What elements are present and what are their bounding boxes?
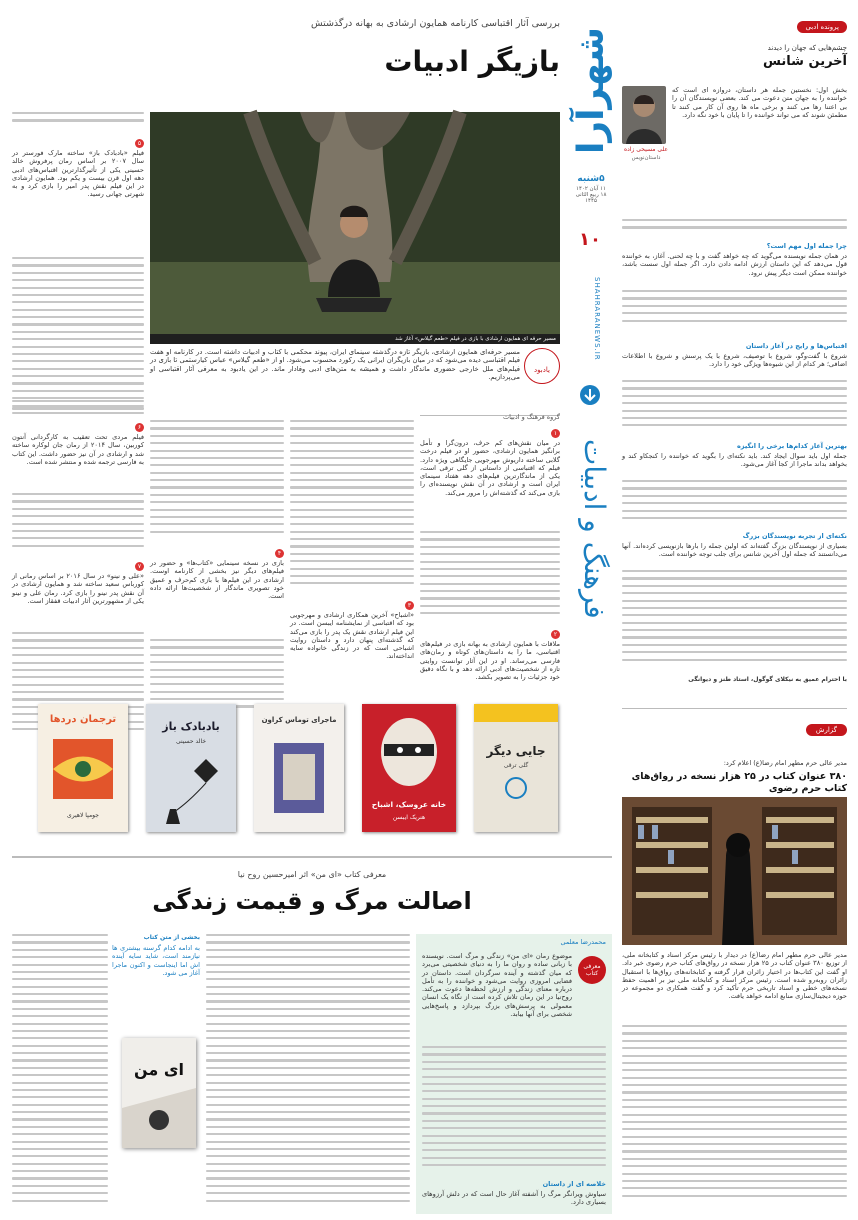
book-cover xyxy=(38,704,128,832)
author-label: گروه فرهنگ و ادبیات xyxy=(502,413,560,421)
section-name: فرهنگ و ادبیات xyxy=(578,439,611,619)
review-title: اصالت مرگ و قیمت زندگی xyxy=(152,887,472,915)
section-number: ۳ xyxy=(405,601,414,610)
book-cover xyxy=(474,704,558,832)
book-title: ماجرای توماس کراون xyxy=(261,716,337,724)
review-lines xyxy=(422,1046,606,1176)
report-photo xyxy=(622,797,847,945)
subhead-text: در همان جمله نویسنده می‌گوید که چه خواهد گفت و با چه لحنی. آغاز، به خواننده قول می‌دهد که این داستان ارزش ادامه دادن دارد. اگر جمله اول سست باشد، خواننده ممکن است دیگر پیش نرود. xyxy=(619,252,847,277)
logo: شهرآرا xyxy=(571,27,612,155)
sidebar-article xyxy=(619,14,848,694)
summary-text: سیاوش ویرانگر مرگ را آشفته آغاز حال است که در دلش آرزوهای بسیاری دارد. xyxy=(419,1190,606,1207)
section-5 xyxy=(9,130,144,257)
main-lead: مسیر حرفه‌ای همایون ارشادی، بازیگر تازه درگذشته سینمای ایران، پیوند محکمی با کتاب و ادبیات داشته است. در کارنامه او هفت فیلم اقتباسی دیده می‌شود که در میان بازیگران ایرانی یک رکورد محسوب می‌شود. او از «طعم گیلاس» عباس کیارستمی تا بازی در فیلم‌های ملل خارجی حضوری ماندگار داشت و همیشه به متن‌های ادبی وفادار ماند. در این یادبود به معرفی آثار اقتباسی او می‌پردازیم. xyxy=(147,348,521,381)
date-box xyxy=(569,174,613,224)
review-label-text: معرفی کتاب xyxy=(583,963,601,977)
column-lines xyxy=(12,257,144,422)
tag-label: پرونده ادبی xyxy=(797,21,847,33)
review-book-cover xyxy=(122,1038,196,1148)
column-lines xyxy=(12,400,144,414)
column-lines xyxy=(12,493,144,553)
subhead-title: چرا جمله اول مهم است؟ xyxy=(766,242,847,250)
book-title: جایی دیگر xyxy=(486,744,546,758)
book-author: گلی ترقی xyxy=(503,762,529,769)
sidebar-subhead-4 xyxy=(619,532,848,672)
sidebar-subhead-1 xyxy=(619,242,847,342)
article-author xyxy=(420,404,560,421)
author-role: داستان‌نویس xyxy=(631,155,661,161)
book-cover xyxy=(362,704,456,832)
report-tag-label: گزارش xyxy=(806,724,847,736)
main-left-column xyxy=(9,112,144,412)
section-text: در میان نقش‌های کم حرف، درون‌گرا و تأمل برانگیز همایون ارشادی، حضور او در فیلم درخت گلابی ساخته داریوش مهرجویی جایگاهی ویژه دارد. فیلم که اقتباسی از داستانی از گلی ترقی است، یکی از ماندگارترین فیلم‌های دهه هفتاد سینمای ایران است و ارشادی در آن نقش نویسنده‌ای را بازی می‌کند که گذشته‌اش را مرور می‌کند. xyxy=(417,439,560,497)
column-lines xyxy=(420,531,560,621)
subhead-text: جمله اول باید سوال ایجاد کند. باید نکته‌ای را بگوید که خواننده را کنجکاو کند و بخواهد بداند ماجرا از کجا آغاز می‌شود. xyxy=(619,452,847,469)
section-4 xyxy=(147,540,284,639)
sidebar-intro: بخش اول: نخستین جمله هر داستان، دروازه ای است که خواننده را به جهان متن دعوت می کند. بعضی نویسندگان آن را بی اعتنا رها می کنند و برخی ماه ها روی آن کار می کنند تا مطمئن شوند که می تواند خواننده را تا پایان با خود نگه دارد. xyxy=(669,86,847,119)
report-text-lines xyxy=(622,1025,847,1203)
main-title: بازیگر ادبیات xyxy=(384,45,560,78)
tag-badge xyxy=(742,14,847,31)
weekday: ۵شنبه xyxy=(577,174,605,184)
photo-caption: مسیر حرفه ای همایون ارشادی با بازی در فیلم «طعم گیلاس» آغاز شد xyxy=(150,334,560,344)
section-number: ۲ xyxy=(551,630,560,639)
section-3 xyxy=(287,592,415,721)
book-covers xyxy=(12,704,560,844)
report-tag xyxy=(806,717,847,736)
book-author: خالد حسینی xyxy=(175,738,207,745)
section-text: بازی در نسخه سینمایی «کتاب‌ها» و حضور در فیلم‌های دیگر نیز بخشی از کارنامه اوست. ارشادی در این فیلم‌ها با بازی کم‌حرف و عمیق خود تصویری ماندگار از شخصیت‌ها ارائه داده است. xyxy=(147,559,284,601)
subhead-lines xyxy=(622,290,847,332)
sidebar-subhead-2 xyxy=(619,342,847,442)
masthead xyxy=(567,14,617,654)
subhead-text: شروع با گفت‌وگو، شروع با توصیف، شروع با یک پرسش و شروع با اطلاعات اضافی؛ هر کدام از این شیوه‌ها ویژگی خود را دارد. xyxy=(619,352,847,369)
column-lines xyxy=(12,112,144,130)
review-author: محمدرضا معلمی xyxy=(560,938,606,946)
sidebar-title: آخرین شانس xyxy=(763,54,847,69)
book-author: هنریک ایبسن xyxy=(392,814,426,821)
small-title: چشم‌هایی که جهان را دیدند xyxy=(767,44,847,52)
main-col-2 xyxy=(287,420,415,720)
main-col-3 xyxy=(147,420,284,720)
review-book-title: ای من xyxy=(133,1060,185,1079)
sidebar-footer-note: با احترام عمیق به نیکلای گوگول، استاد طنز و دیوانگی xyxy=(688,676,847,683)
section-1 xyxy=(417,420,560,531)
section-number: ۶ xyxy=(135,423,144,432)
subhead-title: نکته‌ای از تجربه نویسندگان بزرگ xyxy=(742,532,847,540)
book-cover xyxy=(254,704,344,832)
report-text: مدیر عالی حرم مطهر امام رضا(ع) در دیدار با رئیس مرکز اسناد و کتابخانه ملی، از توزیع ۳۸۰ عنوان کتاب در ۲۵ هزار نسخه در رواق‌های کتاب حرم رضوی خبر داد. او گفت این کتاب‌ها در اختیار زائران قرار گرفته و کتابخانه‌های رواق‌ها با استقبال زائران روبه‌رو شده است. رئیس مرکز اسناد و کتابخانه ملی نیز بر اهمیت حفظ نسخه‌های خطی و اسناد تاریخی حرم تأکید کرد و گفت همکاری دو مجموعه در حوزه دیجیتال‌سازی منابع ادامه خواهد یافت. xyxy=(619,951,848,1001)
subhead-lines xyxy=(622,570,847,670)
yaddasht-text: یادبود xyxy=(534,366,550,374)
arrow-down-icon xyxy=(579,384,601,406)
section-number: ۴ xyxy=(275,549,284,558)
book-author: جومپا لاهیری xyxy=(67,812,99,819)
report-kicker: مدیر عالی حرم مطهر امام رضا(ع) اعلام کرد: xyxy=(723,759,847,767)
main-left-column-2 xyxy=(9,400,145,720)
date-line-1: ۱۱ آبان ۱۴۰۲ xyxy=(575,186,607,192)
subhead-title: اقتباس‌ها و رایج در آغاز داستان xyxy=(745,342,847,350)
section-number: ۷ xyxy=(135,562,144,571)
section-text: «علی و نینو» در سال ۲۰۱۶ بر اساس رمانی از کورباس سعید ساخته شد و همایون ارشادی در آن نقش پدر نینو را بازی کرد. رمان علی و نینو یکی از مشهورترین آثار ادبیات قفقاز است. xyxy=(9,572,144,605)
summary-title: خلاصه ای از داستان xyxy=(542,1180,606,1188)
column-lines xyxy=(290,420,414,592)
main-col-1 xyxy=(417,420,561,720)
review-box xyxy=(12,856,612,1212)
section-7 xyxy=(9,553,144,632)
author-name: علی مسیحی زاده xyxy=(623,146,668,153)
book-cover xyxy=(146,704,236,832)
date-line-2: ۱۸ ربیع الثانی ۱۴۴۵ xyxy=(575,192,607,204)
quote-title: بخشی از متن کتاب xyxy=(143,934,200,941)
author-photo xyxy=(622,86,666,144)
review-left-column xyxy=(12,934,108,1210)
sidebar-intro-lines xyxy=(622,219,847,237)
sidebar-subhead-3 xyxy=(619,442,847,532)
section-text: فیلم «بادبادک باز» ساخته مارک فورستر در سال ۲۰۰۷ بر اساس رمان پرفروش خالد حسینی یکی از تأثیرگذارترین اقتباس‌های ادبی دهه اول قرن بیست و یکم بود. همایون ارشادی در این فیلم نقش پدر امیر را بازی کرد و به شهرتی جهانی رسید. xyxy=(9,149,144,199)
review-middle-column xyxy=(206,934,410,1210)
review-quote-box xyxy=(109,934,200,1210)
section-text: فیلم مردی تحت تعقیب به کارگردانی آنتون کوربین، سال ۲۰۱۴ از رمان جان لوکاره ساخته شد و ارشادی در آن نیز حضور داشت. این کتاب به فارسی ترجمه شده و منتشر شده است. xyxy=(9,433,145,466)
subhead-lines xyxy=(622,480,847,530)
book-accent xyxy=(474,704,558,722)
review-label xyxy=(578,956,606,984)
section-2 xyxy=(417,621,561,710)
pull-quote: به ادامه کدام گرسنه بیشتری ها نیازمند است، شاید سایه آینده اش اما اینجاست و اکنون ماجرا آغاز می شود. xyxy=(109,944,200,977)
section-number: ۱ xyxy=(551,429,560,438)
main-photo xyxy=(150,112,560,334)
report-title: ۳۸۰ عنوان کتاب در ۲۵ هزار نسخه در رواق‌های کتاب حرم رضوی xyxy=(631,771,847,794)
section-number: ۵ xyxy=(135,139,144,148)
review-kicker: معرفی کتاب «ای من» اثر امیرحسین روح نیا xyxy=(237,870,387,879)
subhead-title: بهترین آغاز کدام‌ها برخی را انگیزه xyxy=(736,442,847,450)
book-title: بادبادک باز xyxy=(162,720,220,733)
subhead-lines xyxy=(622,380,847,436)
page-number: ۱۰ xyxy=(579,229,601,250)
section-text: «اشباح» آخرین همکاری ارشادی و مهرجویی بود که اقتباسی از نمایشنامه ایبسن است. در این فیلم ارشادی نقش یک پدر را بازی می‌کند که گذشته‌ای پنهان دارد و داستان روایت اشباحی است که در زندگی خانواده سایه انداخته‌اند. xyxy=(287,611,415,661)
section-text: ملاقات با همایون ارشادی به بهانه بازی در فیلم‌های اقتباسی، ما را به داستان‌های کوتاه و رمان‌های فارسی می‌رساند. او در این آثار توانست روایتی تازه از شخصیت‌های ادبی ارائه دهد و با نگاه دقیق خود جزئیات را به تصویر بکشد. xyxy=(417,640,561,682)
main-kicker: بررسی آثار اقتباسی کارنامه همایون ارشادی به بهانه درگذشتش xyxy=(310,18,560,29)
review-right-column xyxy=(416,934,612,1214)
book-title: خانه عروسک، اشباح xyxy=(371,800,447,809)
subhead-text: بسیاری از نویسندگان بزرگ گفته‌اند که اولین جمله را بارها بازنویسی کرده‌اند. آنها می‌دانستند که جمله اول آخرین شانس برای جلب توجه خواننده است. xyxy=(619,542,848,559)
section-6 xyxy=(9,414,145,493)
column-lines xyxy=(150,420,284,540)
review-text: موضوع رمان «ای من» زندگی و مرگ است. نویسنده با زبانی ساده و روان ما را به دنیای شخصیتی می‌برد که میان گذشته و آینده سرگردان است. داستان در فضایی امروزی روایت می‌شود و خواننده را به تأمل درباره معنای زندگی و ارزش لحظه‌ها دعوت می‌کند. روح‌نیا در این رمان تلاش کرده است از نگاه یک انسان معمولی به پرسش‌های بزرگ بپردازد و پاسخ‌هایی شخصی برای آنها بیابد. xyxy=(419,952,573,1019)
website[interactable]: SHAHRARANEWS.IR xyxy=(593,277,601,361)
book-title: ترجمان دردها xyxy=(49,714,117,725)
yaddasht-label xyxy=(524,348,560,384)
report-article xyxy=(619,708,848,1208)
